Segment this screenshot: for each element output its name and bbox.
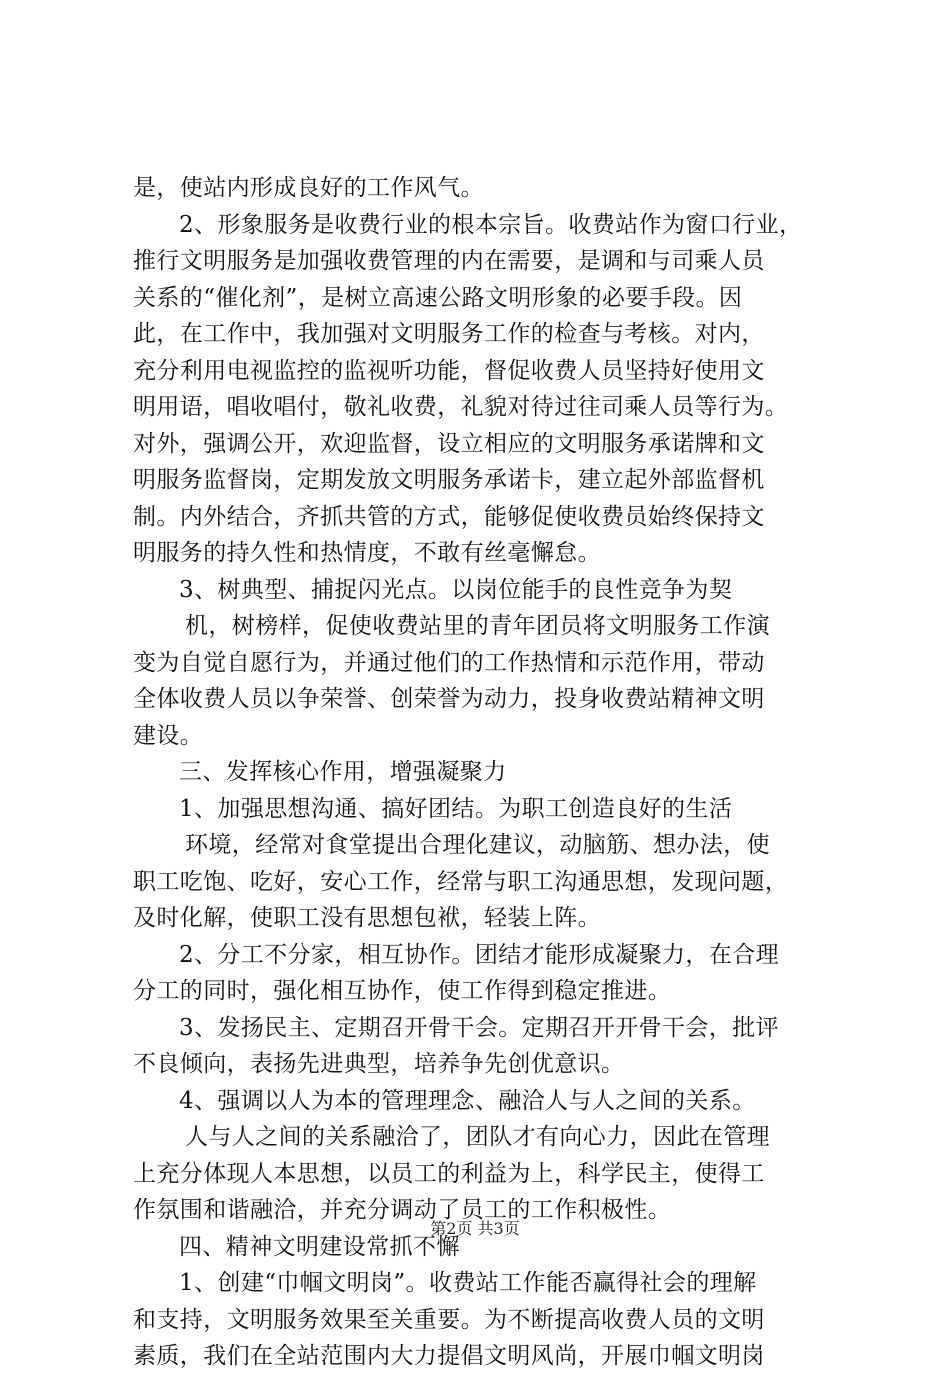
text-line: 建设。 xyxy=(133,722,204,749)
text-line: 3、发扬民主、定期召开骨干会。定期召开开骨干会，批评 xyxy=(179,1014,780,1041)
text-line: 四、精神文明建设常抓不懈 xyxy=(179,1233,460,1260)
text-line: 1、加强思想沟通、搞好团结。为职工创造良好的生活 xyxy=(179,795,733,822)
text-line: 素质，我们在全站范围内大力提倡文明风尚，开展巾帼文明岗 xyxy=(133,1343,765,1369)
text-line: 和支持，文明服务效果至关重要。为不断提高收费人员的文明 xyxy=(133,1306,765,1333)
text-line: 1、创建“巾帼文明岗”。收费站工作能否赢得社会的理解 xyxy=(179,1270,757,1296)
text-line: 职工吃饱、吃好，安心工作，经常与职工沟通思想，发现问题， xyxy=(133,868,789,895)
text-line: 制。内外结合，齐抓共管的方式，能够促使收费员始终保持文 xyxy=(133,503,765,530)
text-line: 2、形象服务是收费行业的根本宗旨。收费站作为窗口行业， xyxy=(179,211,803,238)
text-line: 推行文明服务是加强收费管理的内在需要，是调和与司乘人员 xyxy=(133,248,765,274)
text-line: 充分利用电视监控的监视听功能，督促收费人员坚持好使用文 xyxy=(133,357,765,384)
text-line: 对外，强调公开，欢迎监督，设立相应的文明服务承诺牌和文 xyxy=(133,430,765,457)
text-line: 明服务监督岗，定期发放文明服务承诺卡，建立起外部监督机 xyxy=(133,467,765,493)
text-line: 上充分体现人本思想，以员工的利益为上，科学民主，使得工 xyxy=(133,1160,765,1187)
text-line: 环境，经常对食堂提出合理化建议，动脑筋、想办法，使 xyxy=(185,832,770,858)
text-line: 作氛围和谐融洽，并充分调动了员工的工作积极性。 xyxy=(133,1197,672,1223)
text-line: 4、强调以人为本的管理理念、融洽人与人之间的关系。 xyxy=(179,1087,756,1114)
text-line: 机，树榜样，促使收费站里的青年团员将文明服务工作演 xyxy=(185,613,770,639)
document-body xyxy=(133,170,853,1375)
text-line: 三、发挥核心作用，增强凝聚力 xyxy=(179,759,507,785)
text-line: 分工的同时，强化相互协作，使工作得到稳定推进。 xyxy=(133,978,672,1004)
text-line: 变为自觉自愿行为，并通过他们的工作热情和示范作用，带动 xyxy=(133,649,765,676)
text-line: 明用语，唱收唱付，敬礼收费，礼貌对待过往司乘人员等行为。 xyxy=(133,394,789,420)
text-line: 全体收费人员以争荣誉、创荣誉为动力，投身收费站精神文明 xyxy=(133,686,765,712)
text-line: 关系的“催化剂”，是树立高速公路文明形象的必要手段。因 xyxy=(133,284,743,311)
text-line: 是，使站内形成良好的工作风气。 xyxy=(133,175,484,201)
text-line: 明服务的持久性和热情度，不敢有丝毫懈怠。 xyxy=(133,540,601,566)
text-line: 此，在工作中，我加强对文明服务工作的检查与考核。对内， xyxy=(133,321,765,347)
text-line: 3、树典型、捕捉闪光点。以岗位能手的良性竞争为契 xyxy=(179,576,733,603)
text-line: 人与人之间的关系融洽了，团队才有向心力，因此在管理 xyxy=(185,1124,770,1150)
page-footer: 第2页 共3页 xyxy=(430,1219,520,1238)
text-line: 及时化解，使职工没有思想包袱，轻装上阵。 xyxy=(133,905,601,931)
text-line: 2、分工不分家，相互协作。团结才能形成凝聚力，在合理 xyxy=(179,941,780,968)
text-line: 不良倾向，表扬先进典型，培养争先创优意识。 xyxy=(133,1051,625,1077)
